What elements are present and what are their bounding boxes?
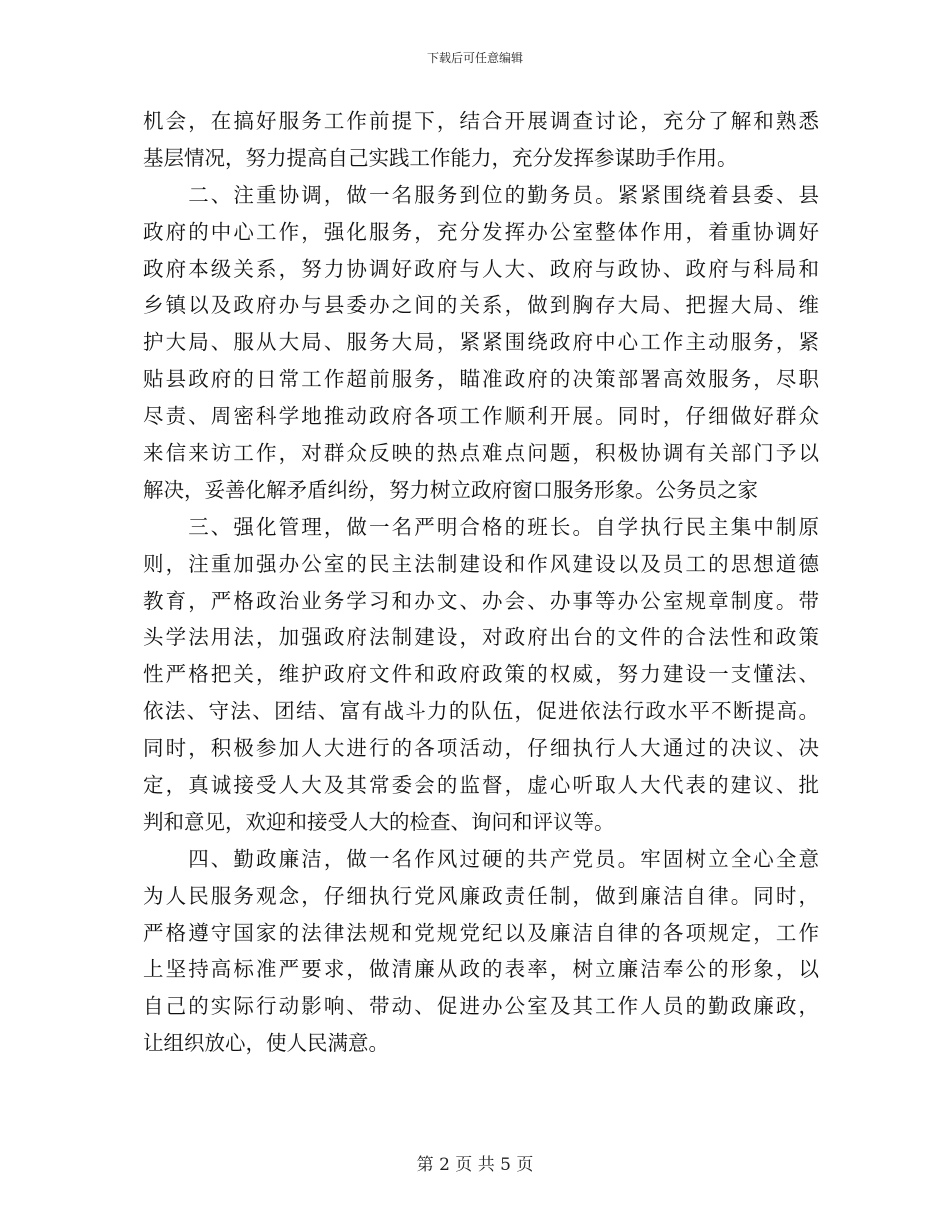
text-line: 性严格把关，维护政府文件和政府政策的权威，努力建设一支懂法、 xyxy=(143,662,819,687)
text-line: 上坚持高标准严要求，做清廉从政的表率，树立廉洁奉公的形象，以 xyxy=(143,957,819,982)
text-line: 来信来访工作，对群众反映的热点难点问题，积极协调有关部门予以 xyxy=(143,441,819,466)
text-line: 依法、守法、团结、富有战斗力的队伍，促进依法行政水平不断提高。 xyxy=(143,699,819,724)
text-line: 严格遵守国家的法律法规和党规党纪以及廉洁自律的各项规定，工作 xyxy=(143,920,819,945)
text-line: 同时，积极参加人大进行的各项活动，仔细执行人大通过的决议、决 xyxy=(143,736,819,761)
text-line: 头学法用法，加强政府法制建设，对政府出台的文件的合法性和政策 xyxy=(143,625,819,650)
text-line: 二、注重协调，做一名服务到位的勤务员。紧紧围绕着县委、县 xyxy=(143,182,819,207)
text-line: 让组织放心，使人民满意。 xyxy=(143,1031,389,1056)
text-line: 政府的中心工作，强化服务，充分发挥办公室整体作用，着重协调好 xyxy=(143,219,819,244)
page-header: 下载后可任意编辑 xyxy=(426,51,523,65)
text-line: 自己的实际行动影响、带动、促进办公室及其工作人员的勤政廉政， xyxy=(143,994,819,1019)
text-line: 尽责、周密科学地推动政府各项工作顺利开展。同时，仔细做好群众 xyxy=(143,404,819,429)
document-body xyxy=(143,103,819,1062)
text-line: 四、勤政廉洁，做一名作风过硬的共产党员。牢固树立全心全意 xyxy=(143,846,819,871)
text-line: 判和意见，欢迎和接受人大的检查、询问和评议等。 xyxy=(143,809,615,834)
page-number: 第 2 页 共 5 页 xyxy=(416,1155,534,1175)
text-line: 三、强化管理，做一名严明合格的班长。自学执行民主集中制原 xyxy=(143,514,819,539)
text-line: 基层情况，努力提高自己实践工作能力，充分发挥参谋助手作用。 xyxy=(143,145,738,170)
text-line: 则，注重加强办公室的民主法制建设和作风建设以及员工的思想道德 xyxy=(143,551,819,576)
text-line: 解决，妥善化解矛盾纠纷，努力树立政府窗口服务形象。公务员之家 xyxy=(143,477,758,502)
text-line: 乡镇以及政府办与县委办之间的关系，做到胸存大局、把握大局、维 xyxy=(143,293,819,318)
text-line: 政府本级关系，努力协调好政府与人大、政府与政协、政府与科局和 xyxy=(143,256,819,281)
text-line: 定，真诚接受人大及其常委会的监督，虚心听取人大代表的建议、批 xyxy=(143,773,819,798)
text-line: 教育，严格政治业务学习和办文、办会、办事等办公室规章制度。带 xyxy=(143,588,819,613)
text-line: 为人民服务观念，仔细执行党风廉政责任制，做到廉洁自律。同时， xyxy=(143,883,819,908)
text-line: 护大局、服从大局、服务大局，紧紧围绕政府中心工作主动服务，紧 xyxy=(143,330,819,355)
text-line: 贴县政府的日常工作超前服务，瞄准政府的决策部署高效服务，尽职 xyxy=(143,367,819,392)
text-line: 机会，在搞好服务工作前提下，结合开展调查讨论，充分了解和熟悉 xyxy=(143,109,819,133)
